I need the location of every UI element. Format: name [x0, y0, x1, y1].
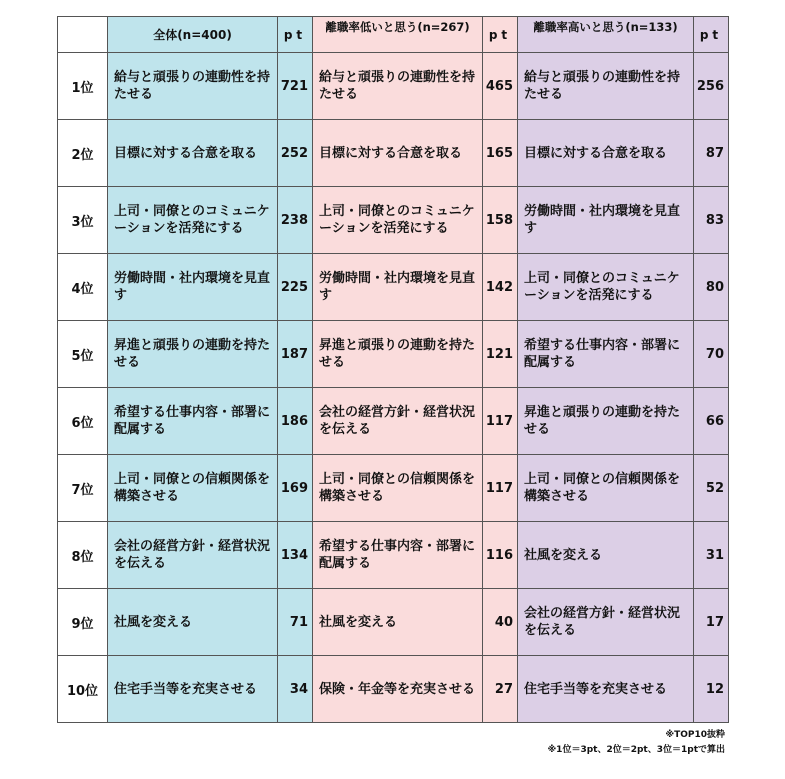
header-all-label: 全体(n=400) [153, 27, 232, 42]
high-pt-cell: 70 [694, 321, 729, 388]
low-pt-cell: 117 [483, 455, 518, 522]
all-item-cell: 給与と頑張りの連動性を持たせる [108, 53, 278, 120]
high-pt-cell: 83 [694, 187, 729, 254]
low-pt-cell: 40 [483, 589, 518, 656]
low-pt-cell: 116 [483, 522, 518, 589]
header-low-turnover [313, 17, 483, 53]
rank-cell: 9位 [58, 589, 108, 656]
table-row [58, 522, 729, 589]
header-rank [58, 17, 108, 53]
all-item-cell: 昇進と頑張りの連動を持たせる [108, 321, 278, 388]
high-item-cell: 住宅手当等を充実させる [518, 656, 694, 723]
all-pt-cell: 186 [278, 388, 313, 455]
all-item-cell: 上司・同僚とのコミュニケーションを活発にする [108, 187, 278, 254]
low-item-cell: 給与と頑張りの連動性を持たせる [313, 53, 483, 120]
low-pt-cell: 117 [483, 388, 518, 455]
low-item-cell: 希望する仕事内容・部署に配属する [313, 522, 483, 589]
high-pt-cell: 12 [694, 656, 729, 723]
all-pt-cell: 225 [278, 254, 313, 321]
note-scoring: ※1位＝3pt、2位＝2pt、3位＝1ptで算出 [547, 745, 725, 755]
rank-cell: 7位 [58, 455, 108, 522]
high-pt-cell: 31 [694, 522, 729, 589]
high-pt-cell: 17 [694, 589, 729, 656]
table-row [58, 187, 729, 254]
all-pt-cell: 169 [278, 455, 313, 522]
header-all [108, 17, 278, 53]
high-item-cell: 上司・同僚との信頼関係を構築させる [518, 455, 694, 522]
note-top10: ※TOP10抜粋 [665, 730, 725, 740]
high-item-cell: 希望する仕事内容・部署に配属する [518, 321, 694, 388]
rank-cell: 3位 [58, 187, 108, 254]
low-pt-cell: 165 [483, 120, 518, 187]
table-row [58, 120, 729, 187]
high-pt-cell: 80 [694, 254, 729, 321]
table-body [58, 53, 729, 723]
rank-cell: 5位 [58, 321, 108, 388]
low-item-cell: 上司・同僚とのコミュニケーションを活発にする [313, 187, 483, 254]
high-pt-cell: 52 [694, 455, 729, 522]
high-item-cell: 社風を変える [518, 522, 694, 589]
low-item-cell: 社風を変える [313, 589, 483, 656]
all-item-cell: 希望する仕事内容・部署に配属する [108, 388, 278, 455]
header-all-pt-label: pt [283, 27, 307, 42]
all-pt-cell: 252 [278, 120, 313, 187]
table-row [58, 455, 729, 522]
table-row [58, 589, 729, 656]
all-pt-cell: 238 [278, 187, 313, 254]
high-item-cell: 労働時間・社内環境を見直す [518, 187, 694, 254]
low-pt-cell: 465 [483, 53, 518, 120]
header-low-pt [483, 17, 518, 53]
table-row [58, 388, 729, 455]
rank-cell: 1位 [58, 53, 108, 120]
low-item-cell: 上司・同僚との信頼関係を構築させる [313, 455, 483, 522]
high-item-cell: 会社の経営方針・経営状況を伝える [518, 589, 694, 656]
header-all-pt [278, 17, 313, 53]
ranking-table [57, 16, 729, 723]
high-pt-cell: 256 [694, 53, 729, 120]
rank-cell: 8位 [58, 522, 108, 589]
high-item-cell: 給与と頑張りの連動性を持たせる [518, 53, 694, 120]
high-pt-cell: 66 [694, 388, 729, 455]
all-pt-cell: 187 [278, 321, 313, 388]
all-pt-cell: 34 [278, 656, 313, 723]
all-pt-cell: 721 [278, 53, 313, 120]
all-item-cell: 労働時間・社内環境を見直す [108, 254, 278, 321]
all-pt-cell: 71 [278, 589, 313, 656]
header-high-pt [694, 17, 729, 53]
low-pt-cell: 142 [483, 254, 518, 321]
all-item-cell: 住宅手当等を充実させる [108, 656, 278, 723]
low-item-cell: 会社の経営方針・経営状況を伝える [313, 388, 483, 455]
header-high-turnover [518, 17, 694, 53]
table-row [58, 254, 729, 321]
all-item-cell: 会社の経営方針・経営状況を伝える [108, 522, 278, 589]
table-row [58, 321, 729, 388]
high-item-cell: 昇進と頑張りの連動を持たせる [518, 388, 694, 455]
all-item-cell: 上司・同僚との信頼関係を構築させる [108, 455, 278, 522]
low-item-cell: 目標に対する合意を取る [313, 120, 483, 187]
rank-cell: 2位 [58, 120, 108, 187]
low-pt-cell: 121 [483, 321, 518, 388]
low-item-cell: 昇進と頑張りの連動を持たせる [313, 321, 483, 388]
high-pt-cell: 87 [694, 120, 729, 187]
rank-cell: 4位 [58, 254, 108, 321]
table-row [58, 656, 729, 723]
low-pt-cell: 27 [483, 656, 518, 723]
header-low-pt-label: pt [488, 27, 512, 42]
rank-cell: 6位 [58, 388, 108, 455]
header-high-label: 離職率高いと思う(n=133) [533, 20, 678, 34]
high-item-cell: 目標に対する合意を取る [518, 120, 694, 187]
all-item-cell: 社風を変える [108, 589, 278, 656]
rank-cell: 10位 [58, 656, 108, 723]
low-item-cell: 保険・年金等を充実させる [313, 656, 483, 723]
low-item-cell: 労働時間・社内環境を見直す [313, 254, 483, 321]
high-item-cell: 上司・同僚とのコミュニケーションを活発にする [518, 254, 694, 321]
low-pt-cell: 158 [483, 187, 518, 254]
table-header-row [58, 17, 729, 53]
header-high-pt-label: pt [699, 27, 723, 42]
header-low-label: 離職率低いと思う(n=267) [325, 20, 470, 34]
table-row [58, 53, 729, 120]
all-item-cell: 目標に対する合意を取る [108, 120, 278, 187]
all-pt-cell: 134 [278, 522, 313, 589]
